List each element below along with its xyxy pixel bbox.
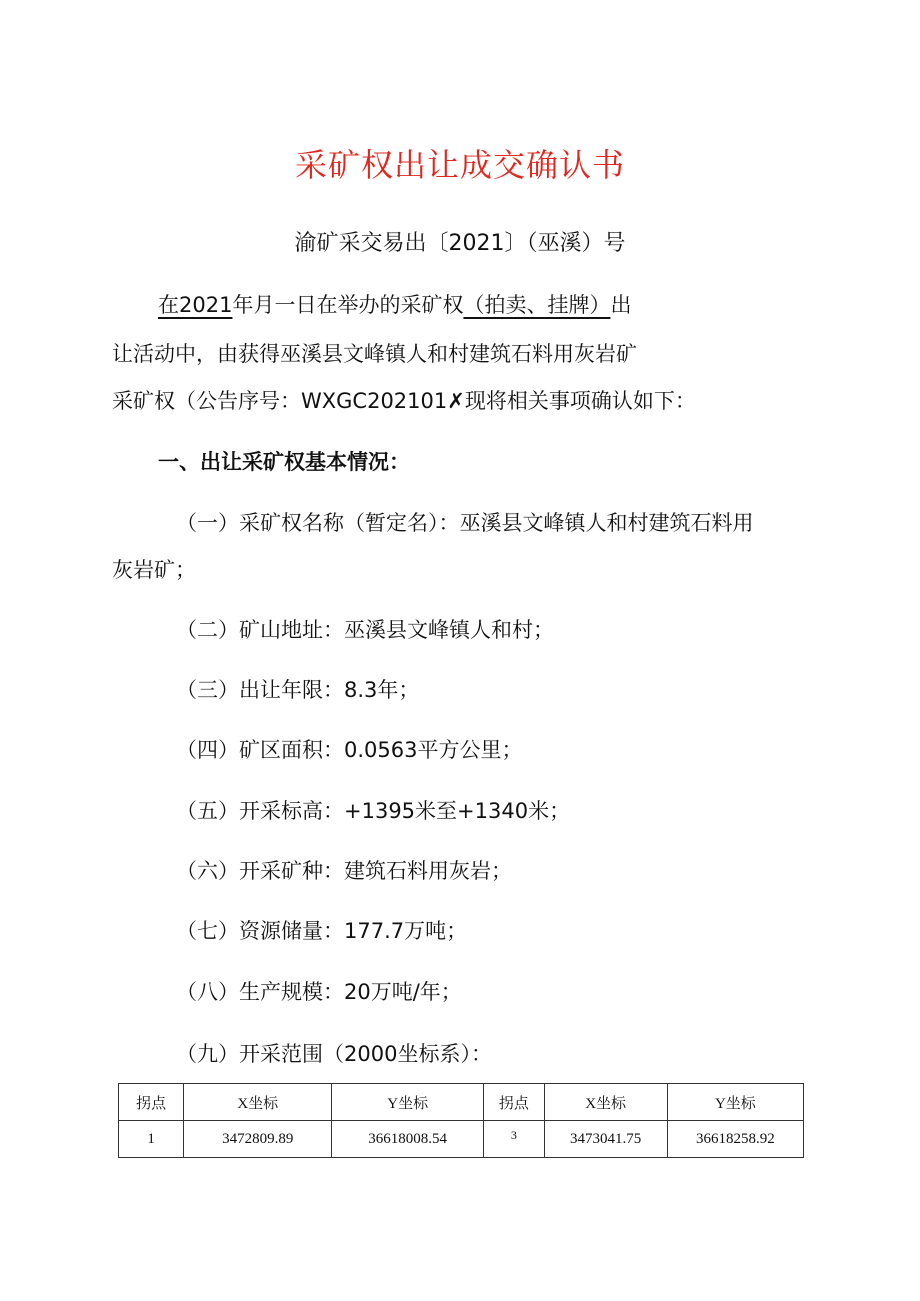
item-4: （四）矿区面积：0.0563平方公里； (176, 738, 523, 762)
table-header-cell: Y坐标 (332, 1084, 484, 1121)
intro-year: 2021 (179, 293, 233, 317)
table-cell: 3473041.75 (544, 1121, 667, 1158)
table-cell (484, 1121, 544, 1158)
coordinate-table (118, 1083, 804, 1158)
item-2: （二）矿山地址：巫溪县文峰镇人和村； (176, 618, 554, 642)
table-header-cell: Y坐标 (667, 1084, 803, 1121)
intro-prefix: 在 (158, 293, 179, 317)
document-title: 采矿权出让成交确认书 (294, 146, 625, 184)
table-row (119, 1121, 804, 1158)
document-number: 渝矿采交易出〔2021〕（巫溪）号 (294, 231, 626, 256)
item-1-line-1: （一）采矿权名称（暂定名）：巫溪县文峰镇人和村建筑石料用 (176, 511, 754, 535)
item-5: （五）开采标高：+1395米至+1340米； (176, 799, 571, 823)
item-6: （六）开采矿种：建筑石料用灰岩； (176, 859, 512, 883)
table-cell: 3472809.89 (184, 1121, 332, 1158)
intro-line-1 (158, 291, 631, 319)
table-header-cell: 拐点 (484, 1084, 544, 1121)
intro-line-2: 让活动中，由获得巫溪县文峰镇人和村建筑石料用灰岩矿 (112, 342, 637, 366)
table-header-row (119, 1084, 804, 1121)
table-header-cell: X坐标 (184, 1084, 332, 1121)
item-9: （九）开采范围（2000坐标系）： (176, 1042, 492, 1066)
table-cell-point: 3 (510, 1128, 517, 1142)
item-8: （八）生产规模：20万吨/年； (176, 980, 462, 1004)
item-1-line-2: 灰岩矿； (112, 558, 196, 582)
table-header-cell: X坐标 (544, 1084, 667, 1121)
intro-line-3: 采矿权（公告序号：WXGC202101✗现将相关事项确认如下： (112, 389, 696, 413)
intro-date-text: 年月一日在举办的采矿权 (232, 293, 464, 317)
table-cell: 36618258.92 (667, 1121, 803, 1158)
table-cell: 36618008.54 (332, 1121, 484, 1158)
intro-suffix: 出 (610, 293, 632, 317)
table-cell: 1 (119, 1121, 184, 1158)
intro-method: （拍卖、挂牌） (463, 293, 611, 317)
table-header-cell: 拐点 (119, 1084, 184, 1121)
section-heading: 一、出让采矿权基本情况： (158, 450, 410, 474)
item-7: （七）资源储量：177.7万吨； (176, 919, 468, 943)
item-3: （三）出让年限：8.3年； (176, 678, 420, 702)
